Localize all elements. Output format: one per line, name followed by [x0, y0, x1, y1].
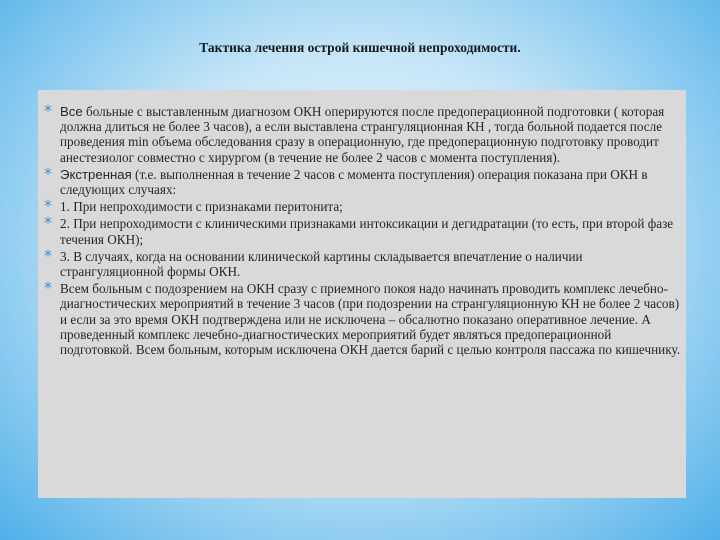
bullet-text: 1. При непроходимости с признаками перитонита;: [60, 199, 343, 215]
bullet-star-icon: *: [44, 196, 52, 216]
bullet-item: [44, 278, 684, 358]
bullet-lead: Все: [60, 104, 83, 119]
bullet-star-icon: *: [44, 213, 52, 233]
slide-title: Тактика лечения острой кишечной непроходимости.: [199, 40, 521, 55]
bullet-item: [44, 163, 684, 198]
bullet-text: (т.е. выполненная в течение 2 часов с момента поступления) операция показана при ОКН в следующих случаях:: [60, 166, 648, 198]
bullet-item: [44, 196, 684, 216]
bullet-text: Всем больным с подозрением на ОКН сразу с приемного покоя надо начинать проводить комплекс лечебно-диагностических мероприятий в течение 3 часов (при подозрении на странгуляционную КН не более 2 часов) и если за это время ОКН подтверждена или не исключена – обсалютно показано оперативное лечение. А проведенный комплекс лечебно-диагностических мероприятий будет являться предоперационной подготовкой. Всем больным, которым исключена ОКН дается барий с целью контроля пассажа по кишечнику.: [60, 281, 680, 358]
bullet-item: [44, 245, 684, 280]
bullet-item: [44, 101, 684, 165]
bullet-list: [44, 101, 684, 359]
bullet-star-icon: *: [44, 278, 52, 298]
bullet-star-icon: *: [44, 163, 52, 183]
bullet-star-icon: *: [44, 101, 52, 120]
bullet-lead: Экстренная: [60, 166, 132, 182]
bullet-star-icon: *: [44, 245, 52, 265]
bullet-text: 3. В случаях, когда на основании клинической картины складывается впечатление о наличии странгуляционной формы ОКН.: [60, 248, 583, 280]
bullet-text: 2. При непроходимости с клиническими признаками интоксикации и дегидратации (то есть, при второй фазе течения ОКН);: [60, 216, 674, 247]
bullet-text: больные с выставленным диагнозом ОКН оперируются после предоперационной подготовки ( которая должна длиться не более 3 часов), а если выставлена странгуляционная КН , тогда больной подается после проведения min объема обследования сразу в операционную, где предоперационную подготовку проводит анестезиолог совместно с хирургом (в течение не более 2 часов с момента поступления).: [60, 104, 665, 165]
bullet-item: [44, 213, 684, 247]
